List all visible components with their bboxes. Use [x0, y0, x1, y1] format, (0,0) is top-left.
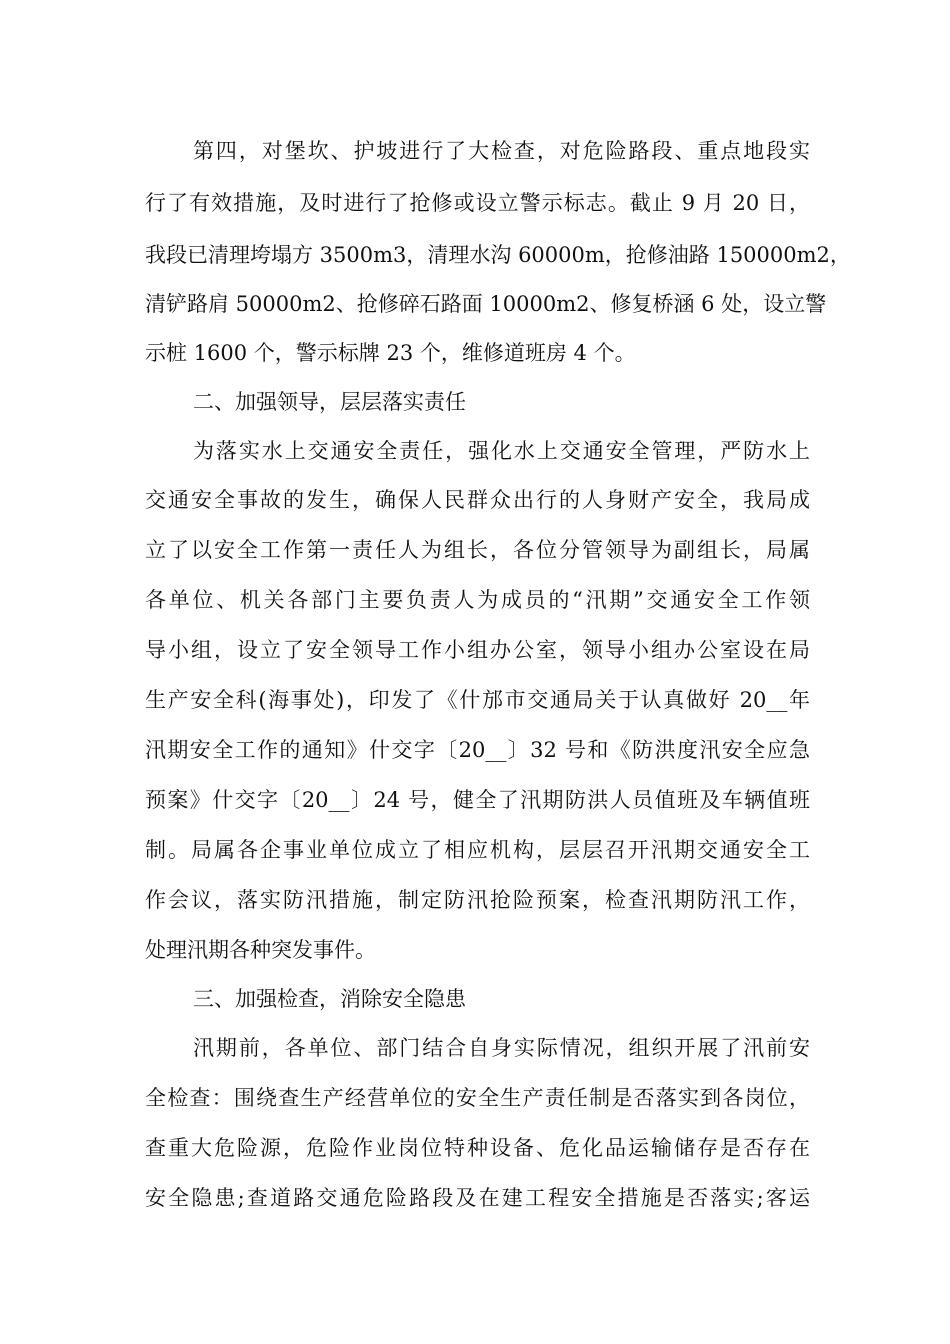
paragraph-line: 我段已清理垮塌方 3500m3，清理水沟 60000m，抢修油路 150000m2，: [145, 243, 851, 267]
paragraph-line: 导小组，设立了安全领导工作小组办公室，领导小组办公室设在局: [145, 638, 810, 662]
paragraph-line: 汛期前，各单位、部门结合自身实际情况，组织开展了汛前安: [193, 1036, 810, 1060]
paragraph-line: 各单位、机关各部门主要负责人为成员的“汛期”交通安全工作领: [145, 588, 810, 612]
section-heading: 二、加强领导，层层落实责任: [193, 390, 466, 414]
paragraph-line: 示桩 1600 个，警示标牌 23 个，维修道班房 4 个。: [145, 341, 636, 365]
paragraph-line: 生产安全科(海事处)，印发了《什邡市交通局关于认真做好 20__年: [145, 688, 810, 712]
section-heading: 三、加强检查，消除安全隐患: [193, 987, 466, 1011]
paragraph-line: 安全隐患;查道路交通危险路段及在建工程安全措施是否落实;客运: [145, 1186, 810, 1210]
paragraph-line: 制。局属各企事业单位成立了相应机构，层层召开汛期交通安全工: [145, 838, 810, 862]
paragraph-line: 清铲路肩 50000m2、抢修碎石路面 10000m2、修复桥涵 6 处，设立警: [145, 292, 827, 316]
paragraph-line: 交通安全事故的发生，确保人民群众出行的人身财产安全，我局成: [145, 488, 810, 512]
paragraph-line: 预案》什交字〔20__〕24 号，健全了汛期防洪人员值班及车辆值班: [145, 788, 810, 812]
paragraph-line: 全检查：围绕查生产经营单位的安全生产责任制是否落实到各岗位，: [145, 1086, 810, 1110]
paragraph-line: 立了以安全工作第一责任人为组长，各位分管领导为副组长，局属: [145, 538, 810, 562]
paragraph-line: 第四，对堡坎、护坡进行了大检查，对危险路段、重点地段实: [193, 139, 810, 163]
paragraph-line: 处理汛期各种突发事件。: [145, 938, 376, 962]
paragraph-line: 查重大危险源，危险作业岗位特种设备、危化品运输储存是否存在: [145, 1136, 810, 1160]
paragraph-line: 为落实水上交通安全责任，强化水上交通安全管理，严防水上: [193, 439, 810, 463]
paragraph-line: 作会议，落实防汛措施，制定防汛抢险预案，检查汛期防汛工作，: [145, 888, 810, 912]
paragraph-line: 汛期安全工作的通知》什交字〔20__〕32 号和《防洪度汛安全应急: [145, 738, 810, 762]
paragraph-line: 行了有效措施，及时进行了抢修或设立警示标志。截止 9 月 20 日，: [145, 191, 810, 215]
